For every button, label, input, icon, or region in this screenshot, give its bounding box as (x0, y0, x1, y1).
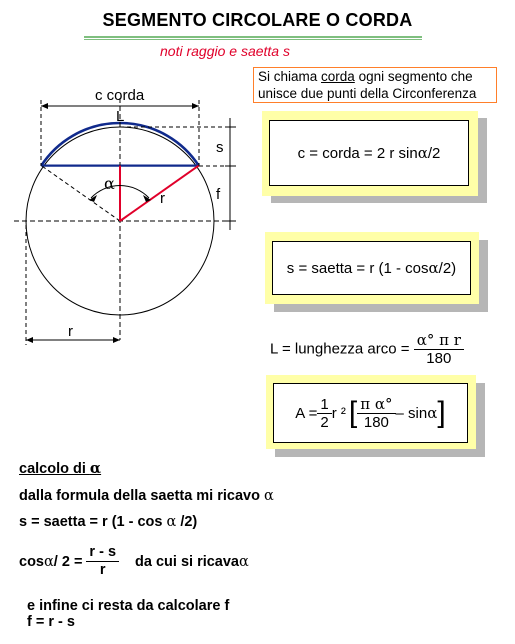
chord-label: c corda (95, 87, 145, 104)
arc-left: L = lunghezza arco = (270, 340, 414, 358)
cos-left: cos (19, 553, 44, 570)
subtitle: noti raggio e saetta s (160, 43, 290, 59)
area-half-den: 2 (320, 413, 329, 431)
area-half-num: 1 (317, 396, 331, 414)
arc-label: L (116, 108, 125, 125)
calc-line1-text: dalla formula della saetta mi ricavo (19, 488, 264, 504)
bottom-radius-label: r (68, 323, 73, 340)
sagitta-label: s (216, 139, 224, 156)
calc-line2-alpha: α (166, 514, 177, 530)
calc-line2 (19, 514, 197, 530)
f-label: f (216, 186, 221, 203)
cos-right-alpha: α (239, 553, 249, 570)
cos-formula (19, 544, 249, 579)
area-formula-card (266, 375, 476, 449)
definition-suffix: ogni segmento che (354, 69, 473, 84)
bracket-open-icon: [ (348, 396, 358, 429)
calc-line1-alpha: α (264, 488, 274, 504)
area-left: A = (295, 404, 318, 422)
arc-denominator: 180 (426, 350, 452, 367)
definition-keyword: corda (321, 69, 355, 84)
calc-line2-text: s = saetta = r (1 - cos (19, 514, 167, 530)
cos-alpha: α (44, 553, 54, 570)
final-line1: e infine ci resta da calcolare f (27, 598, 230, 614)
arc-length-formula (270, 332, 464, 367)
chord-tail: /2 (427, 144, 441, 162)
definition-line2: unisce due punti della Circonferenza (258, 86, 477, 101)
calc-heading (19, 460, 101, 477)
calc-heading-alpha: α (89, 460, 102, 477)
sagitta-formula-card (265, 232, 479, 304)
sagitta-alpha: α (428, 259, 439, 277)
bracket-close-icon: ] (437, 396, 446, 429)
sagitta-formula: s = saetta = r (1 - cos (286, 259, 429, 277)
cos-numerator: r - s (86, 544, 119, 562)
area-alpha: α (427, 404, 438, 422)
area-tail: – sin (395, 404, 428, 422)
cos-right-text: da cui si ricava (135, 553, 239, 570)
cos-mid: / 2 = (53, 553, 83, 570)
calc-line1 (19, 488, 274, 504)
chord-formula: c = corda = 2 r sin (297, 144, 418, 162)
cos-denominator: r (99, 562, 106, 578)
alpha-label: α (104, 174, 115, 193)
page-title: SEGMENTO CIRCOLARE O CORDA (102, 10, 413, 30)
area-inner-num: π α° (357, 396, 395, 414)
arc-numerator: α° π r (414, 332, 464, 350)
chord-formula-card (262, 111, 478, 196)
calc-heading-text: calcolo di (19, 461, 90, 477)
sagitta-tail: /2) (438, 259, 457, 277)
chord-alpha: α (417, 144, 428, 162)
final-line2: f = r - s (27, 614, 75, 630)
area-inner-den: 180 (363, 413, 389, 431)
calc-line2-tail: /2) (176, 514, 198, 530)
area-r2: r ² (331, 404, 346, 422)
definition-prefix: Si chiama (258, 69, 322, 84)
radius-label: r (160, 190, 165, 207)
